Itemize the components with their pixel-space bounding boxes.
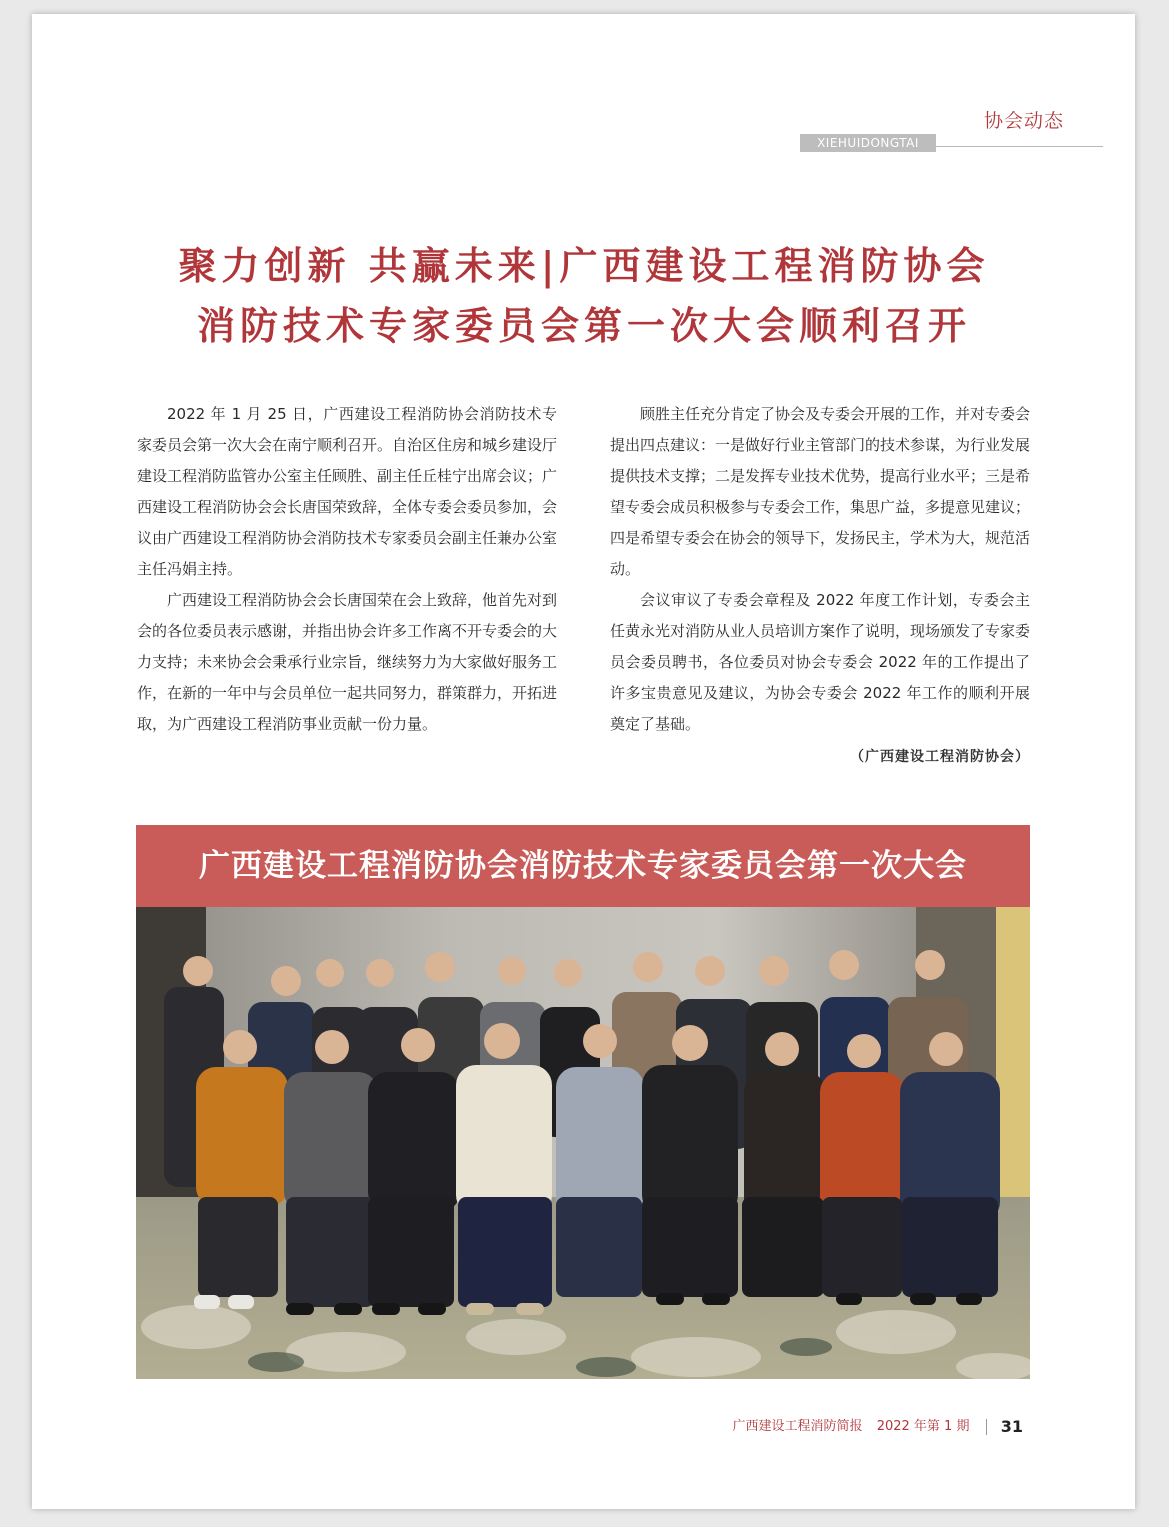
- issue-number: 2022 年第 1 期: [876, 1419, 970, 1434]
- footer-divider: [986, 1419, 987, 1435]
- page-footer: [733, 1417, 1023, 1438]
- article-column-right: [610, 399, 1030, 773]
- paragraph: 2022 年 1 月 25 日，广西建设工程消防协会消防技术专家委员会第一次大会在南宁顺利召开。自治区住房和城乡建设厅建设工程消防监管办公室主任顾胜、副主任丘桂宁出席会议；广西建设工程消防协会会长唐国荣致辞，全体专委会委员参加，会议由广西建设工程消防协会消防技术专家委员会副主任兼办公室主任冯娟主持。: [137, 405, 558, 578]
- group-photo-scene: [136, 907, 1030, 1379]
- section-divider: [936, 146, 1103, 147]
- article-title-line2: 消防技术专家委员会第一次大会顺利召开: [196, 303, 971, 348]
- paragraph: 广西建设工程消防协会会长唐国荣在会上致辞，他首先对到会的各位委员表示感谢，并指出协会许多工作离不开专委会的大力支持；未来协会会秉承行业宗旨，继续努力为大家做好服务工作，在新的一年中与会员单位一起共同努力，群策群力，开拓进取，为广西建设工程消防事业贡献一份力量。: [137, 591, 558, 733]
- group-photo: [136, 825, 1030, 1379]
- section-title-en: XIEHUIDONGTAI: [800, 134, 936, 152]
- section-title-zh: 协会动态: [984, 110, 1065, 132]
- section-header: [800, 106, 1100, 150]
- paragraph: 顾胜主任充分肯定了协会及专委会开展的工作，并对专委会提出四点建议：一是做好行业主管部门的技术参谋，为行业发展提供技术支撑；二是发挥专业技术优势，提高行业水平；三是希望专委会成员积极参与专委会工作，集思广益，多提意见建议；四是希望专委会在协会的领导下，发扬民主，学术为大，规范活动。: [610, 405, 1031, 578]
- article-title-line1: 聚力创新 共赢未来|广西建设工程消防协会: [178, 243, 990, 288]
- article-title: [72, 236, 1096, 356]
- photo-banner: 广西建设工程消防协会消防技术专家委员会第一次大会: [136, 825, 1030, 907]
- article-source: （广西建设工程消防协会）: [850, 749, 1030, 765]
- page-number: 31: [1000, 1417, 1023, 1436]
- publication-name: 广西建设工程消防简报: [732, 1419, 863, 1434]
- article-column-left: [137, 399, 557, 740]
- magazine-page: [32, 14, 1135, 1509]
- paragraph: 会议审议了专委会章程及 2022 年度工作计划，专委会主任黄永光对消防从业人员培训方案作了说明，现场颁发了专家委员会委员聘书，各位委员对协会专委会 2022 年的工作提出了许多宝贵意见及建议，为协会专委会 2022 年工作的顺利开展奠定了基础。: [610, 591, 1031, 733]
